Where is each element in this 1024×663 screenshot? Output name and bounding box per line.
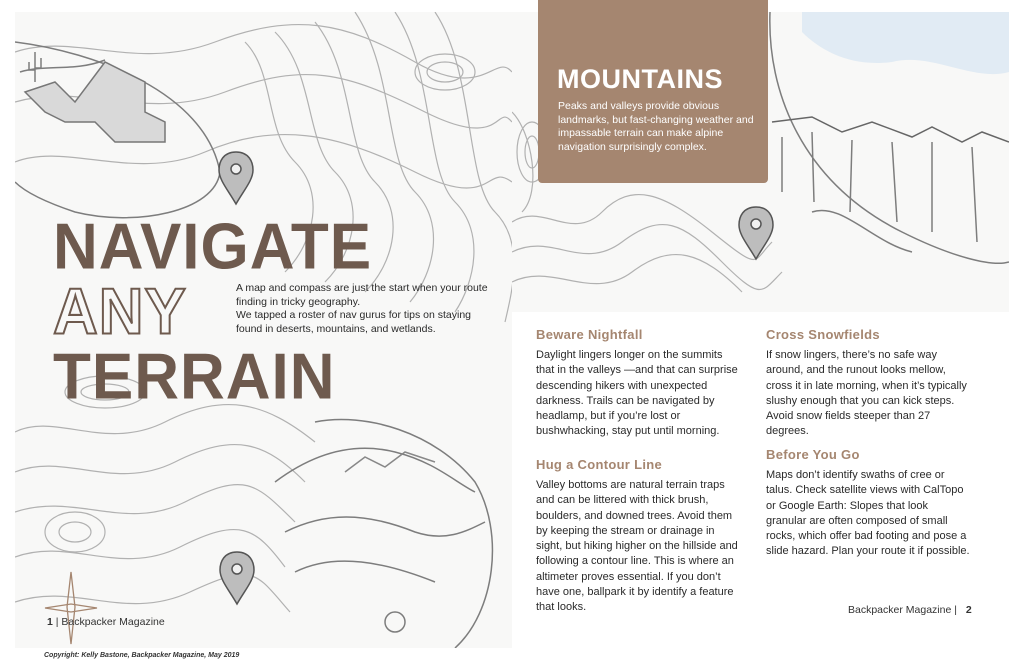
folio-right [848,604,972,616]
article-body: Maps don’t identify swaths of cree or talus. Check satellite views with CalTopo or Google Earth: Slopes that look granular are often composed of small rocks, which offer bad footing and pose a slide hazard. Plan your route it if possible. [766,469,970,558]
folio-left-text: | Backpacker Magazine [55,616,165,628]
title-any: ANY [53,275,187,349]
copyright-line: Copyright: Kelly Bastone, Backpacker Magazine, May 2019 [44,652,240,659]
page-number-right: 2 [965,604,972,616]
article-before-you-go [766,447,971,560]
article-heading: Hug a Contour Line [536,457,662,472]
article-body: Valley bottoms are natural terrain traps and can be littered with thick brush, boulders, and downed trees. Avoid them by keeping the stream or drainage in sight, but hiking higher on the hillside and following a contour line. This is where an altimeter proves essential. If you don’t have one, ballpark it by identify a feature that looks. [536,479,738,614]
intro-text [236,282,496,336]
compass-rose-icon [45,572,97,644]
map-pin-icon [219,152,253,204]
section-intro: Peaks and valleys provide obvious landmarks, but fast-changing weather and impassable terrain can make alpine navigation surprisingly complex. [558,100,754,153]
article-heading: Cross Snowfields [766,327,880,342]
title-navigate: NAVIGATE [53,210,373,284]
folio-right-text: Backpacker Magazine | [848,604,957,616]
article-body: If snow lingers, there’s no safe way around, and the runout looks mellow, cross it in late morning, when it’s typically slushy enough that you can kick steps. Avoid snow fields steeper than 27 degrees. [766,349,967,438]
folio-left [47,616,165,628]
map-pin-icon [220,552,254,604]
article-heading: Before You Go [766,447,860,462]
section-header-box [538,0,768,183]
map-pin-icon [739,207,773,259]
left-page [15,12,512,648]
page-number-left: 1 [47,616,53,628]
article-cross-snowfields [766,327,971,440]
title-terrain: TERRAIN [53,340,336,414]
intro-paragraph-1: A map and compass are just the start when your route finding in tricky geography. [236,282,488,308]
article-body: Daylight lingers longer on the summits that in the valleys —and that can surprise descending hikers with unexpected darkness. Trails can be navigated by headlamp, but if you’re lost or bushwhacking, stay put until morning. [536,349,738,438]
section-title: MOUNTAINS [557,64,723,94]
intro-paragraph-2: We tapped a roster of nav gurus for tips on staying found in deserts, mountains, and wetlands. [236,309,472,335]
article-heading: Beware Nightfall [536,327,643,342]
article-beware-nightfall [536,327,741,440]
article-hug-contour-line [536,457,741,616]
